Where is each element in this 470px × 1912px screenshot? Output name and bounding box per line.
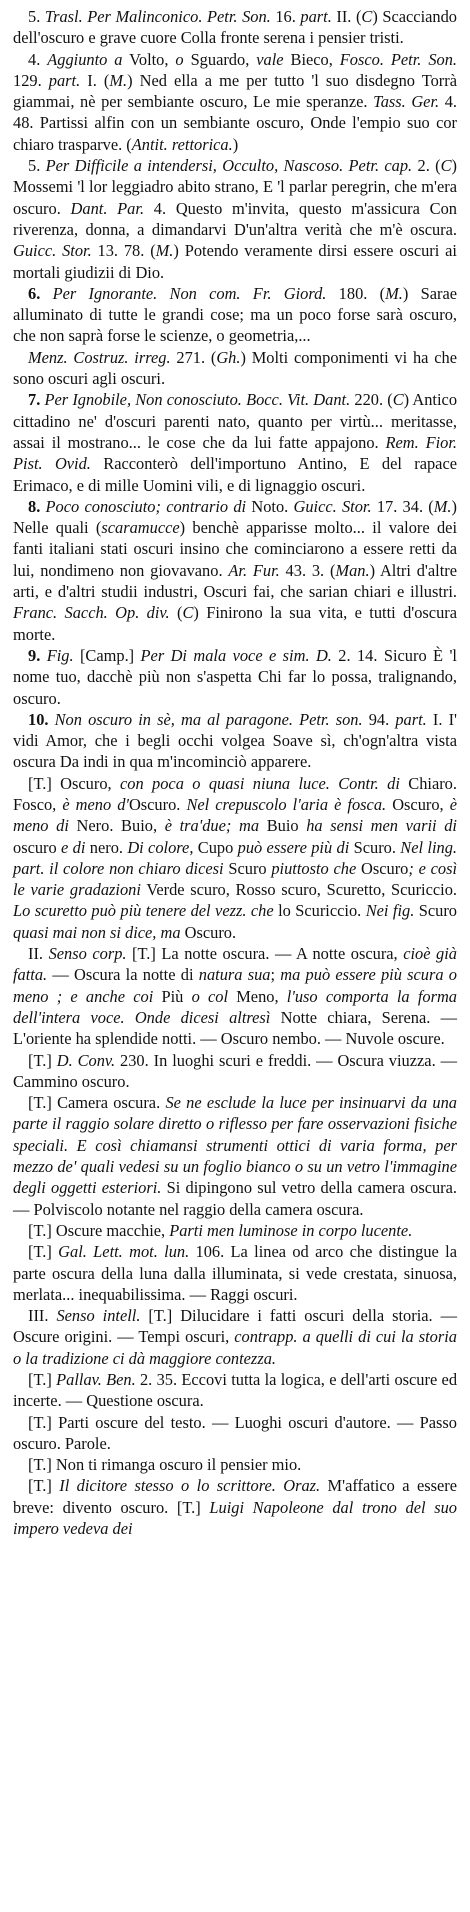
sense-text-segment: Cupo — [193, 837, 238, 857]
sense-text-segment: ) Molti componimenti vi ha che sono oscuri agli oscuri. — [13, 347, 457, 389]
sense-text-segment: ha sensi men varii di — [306, 816, 457, 836]
sense-text-segment: Oscuro. — [128, 794, 187, 814]
sense-text-segment: Nei fig. — [365, 901, 415, 921]
sense-text-segment: [T.] — [28, 1242, 59, 1262]
sense-text-segment: Oscuro — [356, 858, 409, 878]
sense-text-segment: 43. 3. ( — [279, 560, 336, 580]
dictionary-sense-t2 — [13, 943, 457, 1049]
sense-text-segment: è tra'due; ma — [164, 816, 260, 836]
sense-text-segment: Notte chiara, Serena. — L'oriente ha splendide notti. — Oscuro nembo. — Nuvole oscure. — [13, 1007, 457, 1049]
sense-text-segment: Luigi Napoleone dal trono del suo impero vedeva dei — [13, 1497, 457, 1539]
sense-text-segment: Lo scuretto può più tenere del vezz. che — [13, 901, 274, 921]
sense-text-segment: Buio — [259, 816, 307, 836]
dictionary-sense-t9 — [13, 1412, 457, 1455]
sense-text-segment: M. — [155, 241, 174, 261]
dictionary-sense-s7 — [13, 389, 457, 495]
sense-text-segment: ( — [169, 603, 183, 623]
sense-text-segment: Senso corp. — [48, 944, 127, 964]
sense-text-segment: cioè già fatta. — [13, 944, 457, 985]
sense-text-segment: 230. In luoghi scuri e freddi. — Oscura viuzza. — Cammino oscuro. — [13, 1050, 457, 1091]
sense-text-segment: ) Antico cittadino ne' d'oscuri parenti nato, quanto per virtù... meritasse, assai il mostrano... le cose che da lui fatte appajono. — [13, 390, 458, 452]
sense-text-segment: Antit. rettorica. — [131, 134, 233, 154]
dictionary-sense-t11 — [13, 1475, 457, 1539]
sense-text-segment: Guicc. Stor. — [293, 496, 372, 516]
sense-text-segment: Rem. Fior. Pist. Ovid. — [13, 432, 457, 474]
sense-text-segment: Gh. — [216, 347, 241, 367]
sense-text-segment: 5. — [28, 156, 46, 176]
sense-text-segment: 7. — [28, 390, 45, 410]
sense-text-segment: Volto, — [122, 49, 176, 69]
sense-text-segment: Man. — [335, 560, 370, 580]
sense-text-segment: [T.] Non ti rimanga oscuro il pensier mio. — [28, 1455, 302, 1475]
sense-text-segment: ; — [270, 965, 281, 985]
dictionary-text-column — [13, 6, 457, 1539]
dictionary-sense-s10 — [13, 709, 457, 773]
sense-text-segment: Meno, — [228, 986, 287, 1006]
sense-text-segment: Oscuro, — [386, 794, 450, 814]
dictionary-sense-t3 — [13, 1050, 457, 1093]
dictionary-sense-t1 — [13, 773, 457, 943]
sense-text-segment: III. — [28, 1306, 57, 1326]
dictionary-sense-t4 — [13, 1092, 457, 1220]
sense-text-segment: Chiaro. Fosco, — [13, 773, 457, 814]
sense-text-segment: nero. — [85, 837, 128, 857]
sense-text-segment: Gal. Lett. mot. lun. — [58, 1242, 190, 1262]
sense-text-segment: o — [175, 49, 184, 69]
dictionary-sense-s6 — [13, 283, 457, 347]
sense-text-segment: part. — [48, 70, 81, 90]
sense-text-segment: Scuro. — [349, 837, 401, 857]
sense-text-segment: C — [392, 390, 404, 410]
sense-text-segment: Poco conosciuto; contrario di — [45, 496, 247, 516]
sense-text-segment: lo Scuriccio. — [273, 901, 366, 921]
sense-text-segment: oscuro — [13, 837, 62, 857]
dictionary-sense-t7 — [13, 1305, 457, 1369]
dictionary-sense-s5 — [13, 6, 457, 49]
sense-text-segment: 6. — [28, 283, 53, 303]
sense-text-segment: 4. 48. Partissi alfin con un sembiante oscuro, Onde l'empio suo cor chiaro trasparve. ( — [13, 92, 458, 154]
sense-text-segment: Scuro — [223, 858, 272, 878]
sense-text-segment: 17. 34. ( — [371, 496, 434, 516]
sense-text-segment: part. — [300, 7, 332, 26]
sense-text-segment: [T.] Dilucidare i fatti oscuri della storia. — Oscure origini. — Tempi oscuri, — [13, 1306, 457, 1347]
sense-text-segment: Più — [153, 986, 192, 1006]
sense-text-segment: [T.] La notte oscura. — A notte oscura, — [126, 944, 404, 964]
sense-text-segment: piuttosto che — [271, 858, 357, 878]
dictionary-sense-t10 — [13, 1454, 457, 1475]
dictionary-sense-s5b — [13, 155, 457, 283]
dictionary-sense-t6 — [13, 1241, 457, 1305]
sense-text-segment: 16. — [270, 7, 301, 26]
sense-text-segment: C — [182, 603, 194, 623]
sense-text-segment: scaramucce — [101, 518, 180, 538]
sense-text-segment: ) Potendo veramente dirsi essere oscuri ai mortali giudizii di Dio. — [13, 241, 457, 282]
sense-text-segment: 2. 14. Sicuro È 'l nome tuo, dacchè più non s'aspetta Chi far lo possa, tralignando, oscuro. — [13, 645, 457, 708]
sense-text-segment: ) Scacciando dell'oscuro e grave cuore Colla fronte serena i pensier tristi. — [13, 7, 458, 48]
sense-text-segment: 271. ( — [170, 347, 217, 367]
sense-text-segment: ) Altri d'altre arti, e d'altri studii industri, Oscuri fai, che sarian chiari e illustri. — [13, 560, 457, 602]
sense-text-segment: ; e così le varie gradazioni — [13, 858, 458, 900]
sense-text-segment: I. I' vidi Amor, che i begli occhi volgea Soave sì, ch'ogn'altra vista oscura Da indi in qua m'incominciò apparere. — [13, 709, 458, 772]
sense-text-segment: Si dipingono sul vetro della camera oscura. — Polviscolo notante nel raggio della camera oscura. — [13, 1178, 457, 1219]
sense-text-segment: ma può essere più scura o meno ; e anche coi — [13, 965, 457, 1006]
sense-text-segment: Guicc. Stor. — [13, 241, 92, 261]
sense-text-segment: Se ne esclude la luce per insinuarvi da una parte il raggio solare diretto o riflesso per fare osservazioni fisiche speciali. E così chiamansi strumenti ottici di varia forma, per mezzo de' quali vedesi su un foglio bianco o su un vetro l'immagine degli oggetti esteriori. — [13, 1093, 458, 1198]
sense-text-segment: I. ( — [80, 70, 110, 90]
sense-text-segment: può essere più di — [237, 837, 350, 857]
sense-text-segment: o col — [191, 986, 228, 1006]
sense-text-segment: II. — [28, 944, 49, 964]
sense-text-segment: 180. ( — [326, 283, 386, 303]
dictionary-sense-t8 — [13, 1369, 457, 1412]
sense-text-segment: natura sua — [198, 965, 271, 985]
sense-text-segment: l'uso comporta la forma dell'intera voce. Onde dicesi altresì — [13, 986, 457, 1027]
sense-text-segment: 220. ( — [350, 390, 393, 410]
sense-text-segment: ) Finirono la sua vita, e tutti d'oscura morte. — [13, 603, 457, 644]
dictionary-sense-s6b — [13, 347, 457, 390]
sense-text-segment: è meno di — [13, 794, 457, 836]
dictionary-sense-s8 — [13, 496, 457, 645]
sense-text-segment: ) Sarae alluminato di tutte le grandi cose; ma un poco forse sarà oscuro, che non saprà forse le scienze, o geometria,... — [13, 283, 458, 346]
sense-text-segment: [T.] — [28, 1370, 57, 1389]
sense-text-segment: e di — [61, 837, 86, 857]
sense-text-segment: ) Nelle quali ( — [13, 496, 457, 538]
sense-text-segment: ) Mossemi 'l lor leggiadro abito strano, E 'l parlar peregrin, che m'era oscuro. — [13, 156, 457, 218]
sense-text-segment: Fosco. Petr. Son. — [339, 49, 458, 69]
sense-text-segment: Nel ling. part. il colore non chiaro dicesi — [13, 837, 457, 878]
sense-text-segment: II. ( — [331, 7, 362, 26]
sense-text-segment: ) benchè apparisse molto... il valore dei fanti italiani stati oscuri insino che cominciarono a essere retti da lui, nondimeno non giovavano. — [13, 518, 457, 580]
sense-text-segment: [T.] — [28, 1476, 60, 1496]
sense-text-segment: M. — [109, 70, 128, 90]
sense-text-segment: M'affatico a essere breve: divento oscuro. [T.] — [13, 1476, 457, 1517]
sense-text-segment: D. Conv. — [56, 1050, 116, 1070]
sense-text-segment: 13. 78. ( — [91, 241, 156, 261]
dictionary-sense-s4 — [13, 49, 457, 155]
sense-text-segment: C — [440, 156, 452, 176]
sense-text-segment: M. — [433, 496, 452, 516]
sense-text-segment: Menz. Costruz. irreg. — [28, 347, 171, 367]
sense-text-segment: Oscuro. — [180, 922, 237, 942]
sense-text-segment: C — [361, 7, 373, 26]
sense-text-segment: vale — [256, 49, 284, 69]
sense-text-segment: 10. — [28, 709, 55, 729]
sense-text-segment: Tass. Ger. — [373, 92, 440, 112]
sense-text-segment: ) — [232, 134, 239, 154]
sense-text-segment: Parti men luminose in corpo lucente. — [169, 1220, 413, 1240]
sense-text-segment: Ar. Fur. — [228, 560, 280, 580]
sense-text-segment: Trasl. Per Malinconico. Petr. Son. — [44, 7, 271, 26]
sense-text-segment: 4. — [28, 49, 48, 69]
sense-text-segment: Senso intell. — [56, 1306, 141, 1326]
sense-text-segment: con poca o quasi niuna luce. Contr. di — [120, 773, 400, 793]
sense-text-segment: 8. — [28, 496, 46, 516]
sense-text-segment: Racconterò dell'importuno Antino, E del rapace Erimaco, e di mille Uomini vili, e di lignaggio oscuri. — [13, 454, 458, 495]
sense-text-segment: 2. ( — [412, 156, 441, 176]
sense-text-segment: 106. La linea od arco che distingue la parte oscura della luna dalla illuminata, si vede crestata, sinuosa, merlata... inequabilissima. — Raggi oscuri. — [13, 1242, 457, 1304]
sense-text-segment: Sguardo, — [183, 49, 257, 69]
sense-text-segment: 94. — [362, 709, 396, 729]
sense-text-segment: 5. — [28, 7, 45, 26]
dictionary-sense-s9 — [13, 645, 457, 709]
sense-text-segment: Pallav. Ben. — [56, 1370, 136, 1389]
sense-text-segment: [T.] Oscuro, — [28, 773, 120, 793]
sense-text-segment: [T.] Oscure macchie, — [28, 1220, 170, 1240]
sense-text-segment: quasi mai non si dice, ma — [13, 922, 181, 942]
dictionary-sense-t5 — [13, 1220, 457, 1241]
sense-text-segment: Scuro — [414, 901, 457, 921]
sense-text-segment: Franc. Sacch. Op. div. — [13, 603, 170, 623]
sense-text-segment: Noto. — [246, 496, 294, 516]
sense-text-segment: Per Difficile a intendersi, Occulto, Nascoso. Petr. cap. — [45, 156, 413, 176]
sense-text-segment: [T.] — [28, 1050, 57, 1070]
sense-text-segment: 4. Questo m'invita, questo m'assicura Con riverenza, donna, a dimandarvi D'un'altra verità che m'è oscura. — [13, 198, 457, 239]
sense-text-segment: Verde scuro, Rosso scuro, Scuretto, Scuriccio. — [140, 880, 457, 900]
sense-text-segment: [T.] Parti oscure del testo. — Luoghi oscuri d'autore. — Passo oscuro. Parole. — [13, 1412, 457, 1453]
sense-text-segment: contrapp. a quelli di cui la storia o la tradizione ci dà maggiore contezza. — [13, 1327, 457, 1368]
sense-text-segment: ) Ned ella a me per tutto 'l suo disdegno Torrà giammai, nè per sembiante oscuro, Le mie speranze. — [13, 70, 457, 112]
sense-text-segment: Non oscuro in sè, ma al paragone. Petr. son. — [54, 709, 363, 729]
sense-text-segment: Di colore, — [127, 837, 194, 857]
sense-text-segment: Dant. Par. — [70, 198, 145, 218]
sense-text-segment: [Camp.] — [73, 645, 141, 665]
sense-text-segment: Per Ignorante. Non com. Fr. Giord. — [52, 283, 327, 303]
sense-text-segment: 9. — [28, 645, 47, 665]
sense-text-segment: Per Ignobile, Non conosciuto. Bocc. Vit. Dant. — [44, 390, 351, 410]
sense-text-segment: 129. — [13, 70, 49, 90]
sense-text-segment: Nel crepuscolo l'aria è fosca. — [186, 794, 387, 814]
sense-text-segment: Aggiunto a — [47, 49, 123, 69]
sense-text-segment: part. — [395, 709, 427, 729]
sense-text-segment: è meno d' — [62, 794, 129, 814]
sense-text-segment: Per Di mala voce e sim. D. — [140, 645, 332, 665]
sense-text-segment: Bieco, — [283, 49, 340, 69]
sense-text-segment: Fig. — [46, 645, 74, 665]
sense-text-segment: M. — [385, 283, 403, 303]
sense-text-segment: — Oscura la notte di — [47, 965, 199, 985]
sense-text-segment: [T.] Camera oscura. — [28, 1093, 166, 1113]
sense-text-segment: Il dicitore stesso o lo scrittore. Oraz. — [59, 1476, 321, 1496]
sense-text-segment: Nero. Buio, — [68, 816, 165, 836]
sense-text-segment: 2. 35. Eccovi tutta la logica, e dell'arti oscure ed incerte. — Questione oscura. — [13, 1370, 458, 1411]
